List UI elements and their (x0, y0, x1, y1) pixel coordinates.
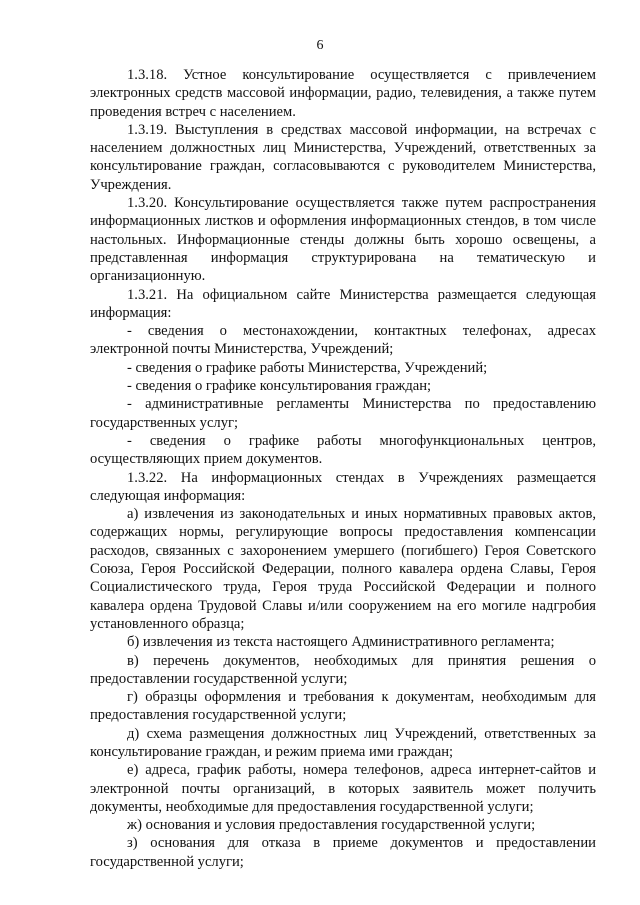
paragraph-1-3-21: 1.3.21. На официальном сайте Министерства размещается следующая информация: (90, 286, 596, 321)
paragraph-1-3-19: 1.3.19. Выступления в средствах массовой информации, на встречах с населением должностных лиц Министерства, Учреждений, ответственных за консультирование граждан, согласовываются с руководителем Министерства, Учреждения. (90, 121, 596, 193)
list-item: а) извлечения из законодательных и иных нормативных правовых актов, содержащих нормы, регулирующие вопросы предоставления компенсации расходов, связанных с захоронением умершего (погибшего) Героя Советского Союза, Героя Российской Федерации, полного кавалера ордена Славы, Героя Социалистического труда, Героя труда Российской Федерации и полного кавалера ордена Трудовой Славы и/или сооружением на его могиле надгробия установленного образца; (90, 506, 596, 632)
list-item: ж) основания и условия предоставления государственной услуги; (127, 817, 536, 834)
list-item: г) образцы оформления и требования к документам, необходимым для предоставления государственной услуги; (90, 689, 596, 724)
list-item: в) перечень документов, необходимых для принятия решения о предоставлении государственной услуги; (90, 652, 596, 687)
page-number: 6 (316, 38, 324, 53)
paragraph-1-3-20: 1.3.20. Консультирование осуществляется также путем распространения информационных листков и оформления информационных стендов, в том числе настольных. Информационные стенды должны быть хорошо освещены, а представленная информация структурирована на тематическую и организационную. (90, 195, 596, 285)
list-item: б) извлечения из текста настоящего Административного регламента; (127, 634, 555, 651)
list-item: - сведения о местонахождении, контактных телефонах, адресах электронной почты Министерства, Учреждений; (90, 323, 596, 358)
list-item: - сведения о графике работы Министерства, Учреждений; (127, 359, 488, 376)
list-item: - сведения о графике консультирования граждан; (127, 378, 432, 395)
list-item: - сведения о графике работы многофункциональных центров, осуществляющих прием документов. (90, 432, 596, 468)
paragraph-1-3-18: 1.3.18. Устное консультирование осуществляется с привлечением электронных средств массовой информации, радио, телевидения, а также путем проведения встреч с населением. (90, 67, 596, 120)
list-item: д) схема размещения должностных лиц Учреждений, ответственных за консультирование граждан, и режим приема ими граждан; (90, 725, 596, 760)
list-item: з) основания для отказа в приеме документов и предоставлении государственной услуги; (90, 835, 596, 870)
paragraph-1-3-22: 1.3.22. На информационных стендах в Учреждениях размещается следующая информация: (90, 469, 596, 504)
list-item: - административные регламенты Министерства по предоставлению государственных услуг; (90, 396, 596, 431)
list-item: е) адреса, график работы, номера телефонов, адреса интернет-сайтов и электронной почты организаций, в которых заявитель может получить документы, необходимые для предоставления государственной услуги; (90, 762, 596, 815)
body-text (90, 66, 596, 871)
